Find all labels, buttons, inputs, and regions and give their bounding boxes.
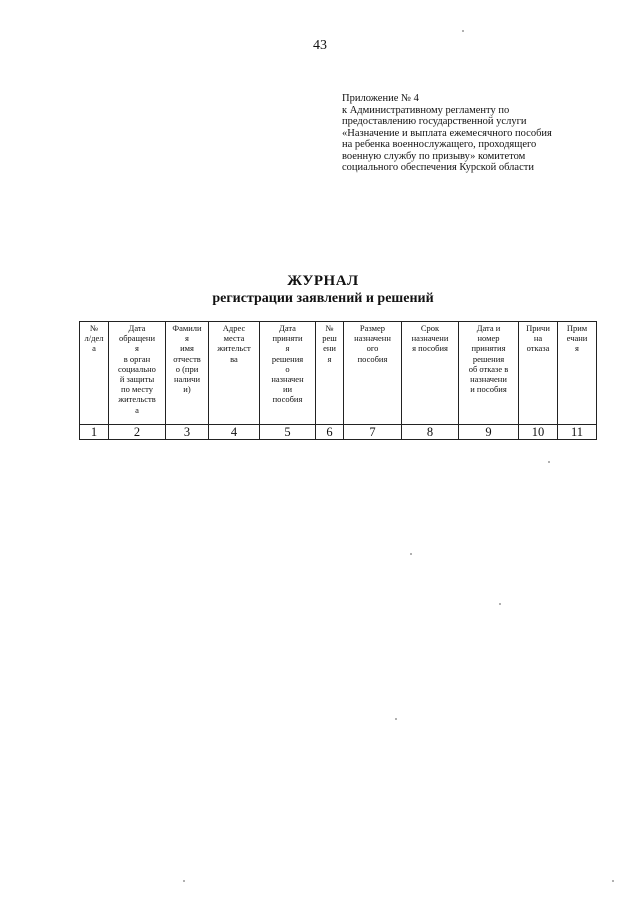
column-header: [80, 322, 109, 425]
column-number: 2: [109, 425, 166, 440]
column-header-line: решения: [472, 353, 505, 364]
column-header-line: ечани: [566, 333, 588, 344]
column-header-line: в орган: [123, 353, 151, 364]
column-header-line: а: [92, 343, 96, 354]
page-number: 43: [313, 38, 327, 53]
column-header-line: ии: [282, 384, 293, 395]
register-table: [79, 321, 597, 440]
column-header-line: Дата: [128, 323, 146, 333]
journal-title: ЖУРНАЛ: [287, 273, 359, 289]
column-number: 8: [402, 425, 459, 440]
column-header: [402, 322, 459, 425]
column-header-line: Адрес: [222, 323, 246, 333]
column-header-line: жительст: [217, 343, 251, 354]
scan-speck: [462, 30, 464, 32]
column-header-line: о (при: [175, 363, 199, 374]
journal-subtitle: регистрации заявлений и решений: [212, 291, 434, 306]
column-header-line: назначени: [470, 374, 507, 385]
column-number-row: [80, 425, 597, 440]
column-header-line: а: [135, 404, 139, 415]
column-header-line: ого: [366, 343, 379, 354]
column-header-line: назначени: [411, 333, 449, 344]
appendix-line: военную службу по призыву» комитетом: [342, 150, 526, 162]
column-header-line: л/дел: [84, 333, 104, 344]
column-header-line: Дата: [279, 323, 296, 333]
column-header-line: номер: [477, 333, 500, 344]
column-header-line: пособия: [272, 394, 303, 405]
column-header-line: приняти: [272, 333, 303, 344]
column-header: [209, 322, 260, 425]
column-header-line: пособия: [357, 353, 388, 364]
column-header-line: я: [327, 353, 332, 364]
column-header-line: решения: [271, 353, 304, 364]
column-header: [459, 322, 519, 425]
column-header-line: социально: [118, 363, 156, 374]
column-header: [519, 322, 558, 425]
appendix-note: [342, 93, 582, 174]
column-header-line: принятия: [471, 343, 506, 354]
column-header-line: имя: [180, 343, 194, 354]
column-number: 1: [80, 425, 109, 440]
column-header-line: №: [325, 323, 334, 333]
scan-speck: [499, 603, 501, 605]
column-header-line: ва: [230, 353, 238, 364]
column-number: 3: [166, 425, 209, 440]
column-header-line: Срок: [420, 323, 440, 333]
column-header-line: назначен: [271, 374, 304, 385]
appendix-line: на ребенка военнослужащего, проходящего: [342, 139, 537, 150]
column-header-line: Дата и: [476, 323, 501, 333]
column-header: [260, 322, 316, 425]
column-header-line: и): [183, 384, 191, 395]
column-header-line: Причи: [526, 323, 550, 333]
column-header-line: №: [89, 323, 99, 333]
column-header: [316, 322, 344, 425]
table-header-row: [80, 322, 597, 425]
column-number: 6: [316, 425, 344, 440]
column-header-line: й защиты: [119, 374, 155, 385]
column-header-line: я: [285, 343, 290, 354]
column-header-line: о: [285, 363, 290, 374]
column-header-line: реш: [322, 333, 337, 344]
column-header-line: жительств: [118, 394, 156, 405]
column-number: 11: [558, 425, 597, 440]
column-header-line: я: [575, 343, 579, 354]
column-header-line: обращени: [118, 333, 155, 344]
scan-speck: [183, 880, 185, 882]
column-number: 7: [344, 425, 402, 440]
scan-speck: [410, 553, 412, 555]
column-header: [166, 322, 209, 425]
column-header: [344, 322, 402, 425]
column-header-line: ени: [323, 343, 336, 354]
appendix-line: социального обеспечения Курской области: [342, 162, 534, 173]
column-header-line: на: [533, 333, 543, 344]
column-header-line: Прим: [566, 323, 588, 333]
column-header-line: и пособия: [470, 384, 507, 395]
column-header-line: я: [135, 343, 139, 354]
column-header-line: отчеств: [173, 353, 201, 364]
appendix-line: «Назначение и выплата ежемесячного пособия: [342, 127, 552, 139]
column-header-line: назначенн: [354, 333, 391, 344]
scan-speck: [612, 880, 614, 882]
column-header-line: Размер: [359, 323, 386, 333]
appendix-line: предоставлению государственной услуги: [342, 116, 527, 127]
column-number: 4: [209, 425, 260, 440]
appendix-line: Приложение № 4: [342, 93, 419, 104]
column-header-line: по месту: [121, 384, 153, 395]
column-header-line: об отказе в: [468, 363, 509, 374]
column-header-line: я пособия: [412, 343, 448, 354]
column-header: [558, 322, 597, 425]
scan-speck: [548, 461, 550, 463]
column-header-line: наличи: [173, 374, 200, 385]
appendix-line: к Административному регламенту по: [342, 104, 510, 116]
column-header-line: я: [185, 333, 189, 344]
column-header-line: отказа: [526, 343, 550, 354]
column-number: 9: [459, 425, 519, 440]
column-number: 10: [519, 425, 558, 440]
column-header-line: Фамили: [172, 323, 202, 333]
column-number: 5: [260, 425, 316, 440]
column-header: [109, 322, 166, 425]
column-header-line: места: [223, 333, 245, 344]
scan-speck: [395, 718, 397, 720]
